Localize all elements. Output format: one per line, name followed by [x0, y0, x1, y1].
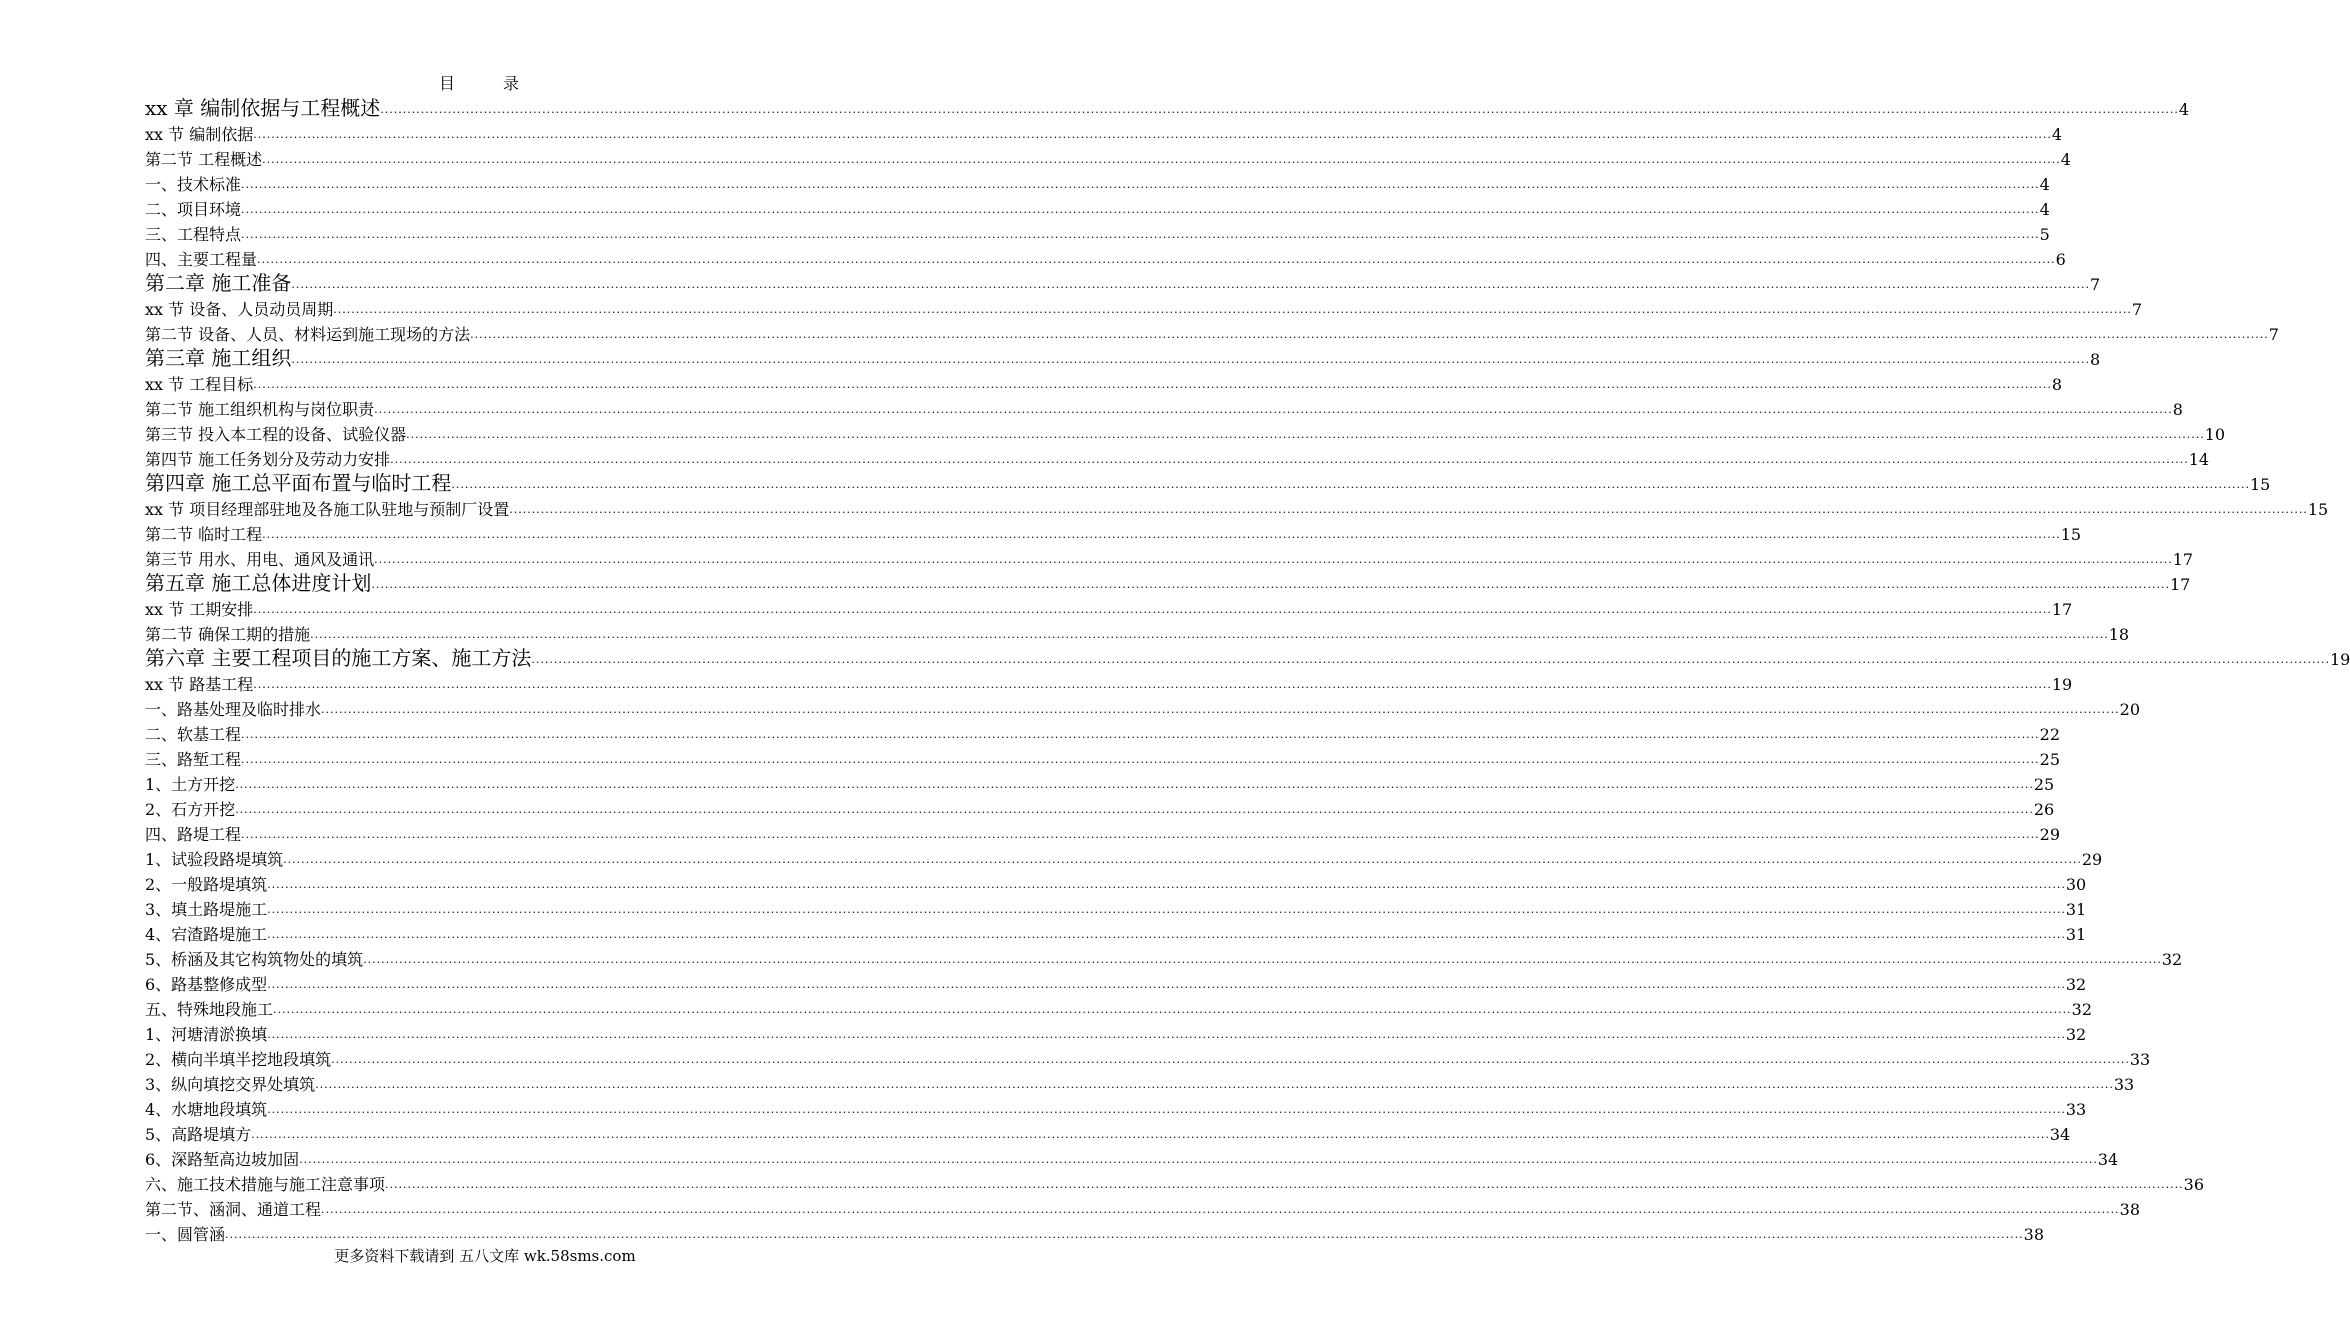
toc-entry-page-number: 33 [2065, 1100, 2087, 1119]
toc-entry-page-number: 32 [2161, 950, 2183, 969]
toc-entry-label: 二、软基工程 [145, 725, 242, 744]
toc-entry-page-number: 4 [2051, 125, 2063, 144]
toc-entry-label: 5、桥涵及其它构筑物处的填筑 [145, 950, 364, 969]
toc-entry[interactable] [145, 695, 2141, 720]
toc-entry[interactable] [145, 620, 2130, 645]
toc-entry[interactable] [145, 470, 2271, 495]
toc-leader-dots: ................................................................................................................................................................................................................................................................................................................................................................................................................ [451, 478, 2250, 491]
toc-entry-label: 四、主要工程量 [145, 250, 258, 269]
toc-entry-page-number: 8 [2090, 350, 2101, 369]
toc-leader-dots: ................................................................................................................................................................................................................................................................................................................................................................................................................ [267, 878, 2066, 891]
toc-entry[interactable] [145, 170, 2050, 195]
table-of-contents [145, 95, 2350, 1245]
toc-entry-label: xx 节 路基工程 [145, 675, 254, 694]
toc-entry-page-number: 7 [2090, 275, 2101, 294]
toc-entry-page-number: 6 [2055, 250, 2066, 269]
toc-entry-page-number: 18 [2108, 625, 2130, 644]
toc-entry-page-number: 17 [2172, 550, 2194, 569]
toc-entry-label: 四、路堤工程 [145, 825, 242, 844]
toc-entry-page-number: 15 [2250, 475, 2271, 494]
toc-leader-dots: ................................................................................................................................................................................................................................................................................................................................................................................................................ [253, 603, 2052, 616]
toc-leader-dots: ................................................................................................................................................................................................................................................................................................................................................................................................................ [390, 453, 2189, 466]
toc-leader-dots: ................................................................................................................................................................................................................................................................................................................................................................................................................ [241, 178, 2040, 191]
toc-entry-label: 第二节、涵洞、通道工程 [145, 1200, 322, 1219]
toc-entry[interactable] [145, 920, 2087, 945]
toc-title: 目 录 [438, 74, 535, 93]
toc-leader-dots: ................................................................................................................................................................................................................................................................................................................................................................................................................ [291, 278, 2090, 291]
toc-entry[interactable] [145, 270, 2101, 295]
toc-entry-page-number: 29 [2039, 825, 2061, 844]
toc-entry[interactable] [145, 995, 2093, 1020]
toc-entry[interactable] [145, 1195, 2141, 1220]
toc-leader-dots: ................................................................................................................................................................................................................................................................................................................................................................................................................ [267, 1103, 2066, 1116]
toc-entry[interactable] [145, 520, 2082, 545]
toc-entry-label: 三、路堑工程 [145, 750, 242, 769]
toc-entry-label: 2、横向半填半挖地段填筑 [145, 1050, 332, 1069]
toc-entry-page-number: 15 [2060, 525, 2082, 544]
toc-entry-page-number: 31 [2065, 925, 2087, 944]
toc-entry-label: 2、一般路堤填筑 [145, 875, 268, 894]
toc-entry-label: 第二节 确保工期的措施 [145, 625, 311, 644]
toc-entry[interactable] [145, 145, 2071, 170]
toc-entry-label: 一、路基处理及临时排水 [145, 700, 322, 719]
toc-entry-page-number: 36 [2183, 1175, 2205, 1194]
toc-entry-page-number: 5 [2039, 225, 2050, 244]
toc-entry[interactable] [145, 1145, 2119, 1170]
toc-entry-page-number: 25 [2033, 775, 2055, 794]
toc-entry-page-number: 17 [2051, 600, 2073, 619]
toc-entry[interactable] [145, 95, 2190, 120]
toc-leader-dots: ................................................................................................................................................................................................................................................................................................................................................................................................................ [253, 678, 2052, 691]
toc-entry[interactable] [145, 970, 2087, 995]
toc-entry-label: 1、土方开挖 [145, 775, 236, 794]
toc-entry-label: 一、圆管涵 [145, 1225, 226, 1244]
toc-entry-label: 1、河塘清淤换填 [145, 1025, 268, 1044]
toc-leader-dots: ................................................................................................................................................................................................................................................................................................................................................................................................................ [371, 578, 2170, 591]
toc-leader-dots: ................................................................................................................................................................................................................................................................................................................................................................................................................ [385, 1178, 2184, 1191]
toc-entry-page-number: 34 [2097, 1150, 2119, 1169]
toc-entry-page-number: 7 [2268, 325, 2279, 344]
toc-entry-label: 第三节 用水、用电、通风及通讯 [145, 550, 375, 569]
toc-entry[interactable] [145, 1220, 2045, 1245]
toc-entry-label: xx 章 编制依据与工程概述 [145, 96, 381, 120]
toc-entry-page-number: 29 [2081, 850, 2103, 869]
toc-leader-dots: ................................................................................................................................................................................................................................................................................................................................................................................................................ [509, 503, 2308, 516]
toc-leader-dots: ................................................................................................................................................................................................................................................................................................................................................................................................................ [291, 353, 2090, 366]
toc-entry-label: 第二节 施工组织机构与岗位职责 [145, 400, 375, 419]
toc-entry[interactable] [145, 495, 2329, 520]
toc-leader-dots: ................................................................................................................................................................................................................................................................................................................................................................................................................ [262, 528, 2061, 541]
toc-entry[interactable] [145, 1170, 2205, 1195]
toc-leader-dots: ................................................................................................................................................................................................................................................................................................................................................................................................................ [310, 628, 2109, 641]
toc-entry[interactable] [145, 370, 2063, 395]
toc-entry-label: 二、项目环境 [145, 200, 242, 219]
toc-entry[interactable] [145, 1095, 2087, 1120]
toc-entry[interactable] [145, 845, 2103, 870]
toc-entry-page-number: 8 [2172, 400, 2183, 419]
toc-entry-page-number: 22 [2039, 725, 2061, 744]
toc-entry-page-number: 34 [2049, 1125, 2071, 1144]
toc-entry[interactable] [145, 645, 2350, 670]
toc-leader-dots: ................................................................................................................................................................................................................................................................................................................................................................................................................ [241, 203, 2040, 216]
toc-entry-label: 6、路基整修成型 [145, 975, 268, 994]
toc-entry-page-number: 38 [2119, 1200, 2141, 1219]
toc-leader-dots: ................................................................................................................................................................................................................................................................................................................................................................................................................ [225, 1228, 2024, 1241]
toc-entry-label: 4、宕渣路堤施工 [145, 925, 268, 944]
toc-entry-label: xx 节 设备、人员动员周期 [145, 300, 334, 319]
toc-entry-label: 第二节 工程概述 [145, 150, 263, 169]
toc-entry-label: 3、纵向填挖交界处填筑 [145, 1075, 316, 1094]
toc-leader-dots: ................................................................................................................................................................................................................................................................................................................................................................................................................ [253, 128, 2052, 141]
toc-leader-dots: ................................................................................................................................................................................................................................................................................................................................................................................................................ [253, 378, 2052, 391]
toc-leader-dots: ................................................................................................................................................................................................................................................................................................................................................................................................................ [251, 1128, 2050, 1141]
toc-entry-label: 3、填土路堤施工 [145, 900, 268, 919]
toc-leader-dots: ................................................................................................................................................................................................................................................................................................................................................................................................................ [380, 103, 2179, 116]
toc-leader-dots: ................................................................................................................................................................................................................................................................................................................................................................................................................ [267, 928, 2066, 941]
toc-entry-label: xx 节 项目经理部驻地及各施工队驻地与预制厂设置 [145, 500, 510, 519]
toc-entry-label: 6、深路堑高边坡加固 [145, 1150, 300, 1169]
toc-entry-page-number: 30 [2065, 875, 2087, 894]
toc-entry-label: 4、水塘地段填筑 [145, 1100, 268, 1119]
toc-entry-page-number: 7 [2131, 300, 2143, 319]
toc-entry[interactable] [145, 595, 2073, 620]
toc-leader-dots: ................................................................................................................................................................................................................................................................................................................................................................................................................ [241, 753, 2040, 766]
toc-entry[interactable] [145, 820, 2061, 845]
toc-entry-page-number: 17 [2170, 575, 2191, 594]
toc-leader-dots: ................................................................................................................................................................................................................................................................................................................................................................................................................ [470, 328, 2269, 341]
toc-entry-page-number: 33 [2129, 1050, 2151, 1069]
toc-entry-page-number: 4 [2178, 100, 2190, 119]
toc-entry-label: 第二节 临时工程 [145, 525, 263, 544]
toc-entry-page-number: 19 [2051, 675, 2073, 694]
toc-leader-dots: ................................................................................................................................................................................................................................................................................................................................................................................................................ [321, 1203, 2120, 1216]
toc-entry[interactable] [145, 745, 2061, 770]
toc-leader-dots: ................................................................................................................................................................................................................................................................................................................................................................................................................ [283, 853, 2082, 866]
toc-leader-dots: ................................................................................................................................................................................................................................................................................................................................................................................................................ [235, 803, 2034, 816]
toc-entry-page-number: 32 [2065, 975, 2087, 994]
toc-entry[interactable] [145, 670, 2073, 695]
toc-leader-dots: ................................................................................................................................................................................................................................................................................................................................................................................................................ [273, 1003, 2072, 1016]
toc-entry-page-number: 14 [2188, 450, 2210, 469]
toc-entry[interactable] [145, 420, 2226, 445]
toc-entry-label: 三、工程特点 [145, 225, 242, 244]
toc-entry[interactable] [145, 545, 2194, 570]
toc-entry-label: 第五章 施工总体进度计划 [145, 571, 372, 595]
toc-entry[interactable] [145, 320, 2279, 345]
toc-entry[interactable] [145, 720, 2061, 745]
toc-leader-dots: ................................................................................................................................................................................................................................................................................................................................................................................................................ [257, 253, 2056, 266]
toc-entry[interactable] [145, 220, 2050, 245]
toc-leader-dots: ................................................................................................................................................................................................................................................................................................................................................................................................................ [321, 703, 2120, 716]
toc-entry[interactable] [145, 570, 2191, 595]
toc-entry-page-number: 38 [2023, 1225, 2045, 1244]
toc-entry-label: 六、施工技术措施与施工注意事项 [145, 1175, 386, 1194]
toc-entry-page-number: 10 [2204, 425, 2226, 444]
toc-entry-label: 5、高路堤填方 [145, 1125, 252, 1144]
toc-entry-page-number: 4 [2060, 150, 2071, 169]
toc-entry-label: 第三节 投入本工程的设备、试验仪器 [145, 425, 407, 444]
toc-entry-page-number: 8 [2051, 375, 2063, 394]
toc-entry-label: 第二章 施工准备 [145, 271, 292, 295]
toc-entry-label: 第三章 施工组织 [145, 346, 292, 370]
toc-leader-dots: ................................................................................................................................................................................................................................................................................................................................................................................................................ [363, 953, 2162, 966]
toc-entry-label: 第四章 施工总平面布置与临时工程 [145, 471, 452, 495]
toc-leader-dots: ................................................................................................................................................................................................................................................................................................................................................................................................................ [241, 828, 2040, 841]
toc-entry-page-number: 25 [2039, 750, 2061, 769]
toc-entry[interactable] [145, 945, 2183, 970]
toc-leader-dots: ................................................................................................................................................................................................................................................................................................................................................................................................................ [241, 228, 2040, 241]
toc-leader-dots: ................................................................................................................................................................................................................................................................................................................................................................................................................ [374, 403, 2173, 416]
toc-leader-dots: ................................................................................................................................................................................................................................................................................................................................................................................................................ [267, 1028, 2066, 1041]
toc-entry[interactable] [145, 195, 2050, 220]
toc-entry-page-number: 32 [2071, 1000, 2093, 1019]
toc-entry-label: xx 节 工期安排 [145, 600, 254, 619]
toc-entry[interactable] [145, 1020, 2087, 1045]
toc-entry-label: xx 节 编制依据 [145, 125, 254, 144]
toc-entry-label: 第四节 施工任务划分及劳动力安排 [145, 450, 391, 469]
toc-entry-label: xx 节 工程目标 [145, 375, 254, 394]
toc-entry-page-number: 4 [2039, 175, 2050, 194]
toc-entry[interactable] [145, 345, 2101, 370]
toc-entry-page-number: 19 [2330, 650, 2350, 669]
toc-entry[interactable] [145, 895, 2087, 920]
toc-entry-page-number: 4 [2039, 200, 2050, 219]
toc-leader-dots: ................................................................................................................................................................................................................................................................................................................................................................................................................ [333, 303, 2132, 316]
toc-leader-dots: ................................................................................................................................................................................................................................................................................................................................................................................................................ [267, 903, 2066, 916]
toc-entry-label: 第六章 主要工程项目的施工方案、施工方法 [145, 646, 532, 670]
toc-entry-page-number: 33 [2113, 1075, 2135, 1094]
toc-leader-dots: ................................................................................................................................................................................................................................................................................................................................................................................................................ [235, 778, 2034, 791]
toc-entry[interactable] [145, 245, 2066, 270]
toc-entry[interactable] [145, 1120, 2071, 1145]
toc-entry-label: 五、特殊地段施工 [145, 1000, 274, 1019]
toc-entry-page-number: 20 [2119, 700, 2141, 719]
toc-entry-label: 一、技术标准 [145, 175, 242, 194]
toc-entry[interactable] [145, 1070, 2135, 1095]
toc-entry[interactable] [145, 445, 2210, 470]
toc-entry-page-number: 31 [2065, 900, 2087, 919]
toc-entry[interactable] [145, 795, 2055, 820]
toc-entry[interactable] [145, 870, 2087, 895]
toc-entry[interactable] [145, 295, 2143, 320]
toc-entry-label: 第二节 设备、人员、材料运到施工现场的方法 [145, 325, 471, 344]
toc-leader-dots: ................................................................................................................................................................................................................................................................................................................................................................................................................ [262, 153, 2061, 166]
toc-entry-label: 2、石方开挖 [145, 800, 236, 819]
toc-leader-dots: ................................................................................................................................................................................................................................................................................................................................................................................................................ [331, 1053, 2130, 1066]
toc-entry-page-number: 26 [2033, 800, 2055, 819]
toc-leader-dots: ................................................................................................................................................................................................................................................................................................................................................................................................................ [374, 553, 2173, 566]
toc-leader-dots: ................................................................................................................................................................................................................................................................................................................................................................................................................ [315, 1078, 2114, 1091]
toc-leader-dots: ................................................................................................................................................................................................................................................................................................................................................................................................................ [267, 978, 2066, 991]
footer-text: 更多资料下载请到 五八文库 wk.58sms.com [334, 1247, 636, 1265]
toc-entry[interactable] [145, 770, 2055, 795]
toc-leader-dots: ................................................................................................................................................................................................................................................................................................................................................................................................................ [531, 653, 2330, 666]
toc-entry[interactable] [145, 1045, 2151, 1070]
toc-leader-dots: ................................................................................................................................................................................................................................................................................................................................................................................................................ [241, 728, 2040, 741]
toc-entry-label: 1、试验段路堤填筑 [145, 850, 284, 869]
toc-entry[interactable] [145, 120, 2063, 145]
toc-leader-dots: ................................................................................................................................................................................................................................................................................................................................................................................................................ [406, 428, 2205, 441]
toc-leader-dots: ................................................................................................................................................................................................................................................................................................................................................................................................................ [299, 1153, 2098, 1166]
toc-entry-page-number: 15 [2307, 500, 2329, 519]
toc-entry-page-number: 32 [2065, 1025, 2087, 1044]
toc-entry[interactable] [145, 395, 2183, 420]
